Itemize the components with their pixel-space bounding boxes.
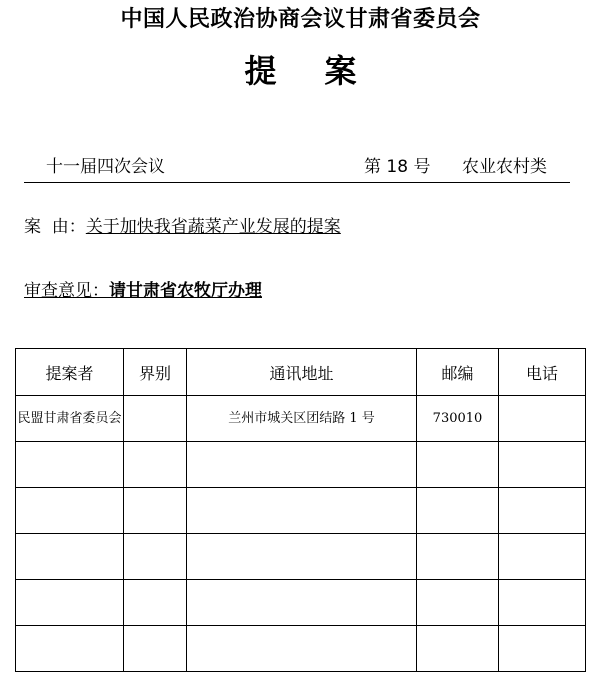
cell-proposer [16, 534, 124, 580]
cell-phone [499, 626, 586, 672]
cell-address [187, 580, 417, 626]
table-row [16, 442, 586, 488]
cell-proposer [16, 442, 124, 488]
cell-postcode [417, 488, 499, 534]
table-row [16, 534, 586, 580]
cell-address [187, 488, 417, 534]
meta-row [24, 150, 570, 183]
cell-address [187, 534, 417, 580]
review-value: 请甘肃省农牧厅办理 [109, 281, 262, 301]
cell-address [187, 626, 417, 672]
cell-address: 兰州市城关区团结路 1 号 [187, 396, 417, 442]
cell-sector [124, 626, 187, 672]
cell-sector [124, 534, 187, 580]
header-postcode: 邮编 [417, 349, 499, 396]
cell-proposer [16, 580, 124, 626]
cell-phone [499, 442, 586, 488]
cell-sector [124, 396, 187, 442]
organization-title: 中国人民政治协商会议甘肃省委员会 [120, 6, 481, 32]
table-row [16, 626, 586, 672]
table-header-row [16, 349, 586, 396]
document-type-title: 提案 [244, 52, 405, 90]
reason-label: 案 由： [24, 217, 86, 237]
session-label: 十一届四次会议 [46, 157, 165, 177]
table-row [16, 488, 586, 534]
cell-sector [124, 488, 187, 534]
cell-phone [499, 396, 586, 442]
cell-postcode [417, 626, 499, 672]
cell-phone [499, 534, 586, 580]
table-row [16, 396, 586, 442]
header-phone: 电话 [499, 349, 586, 396]
cell-postcode [417, 534, 499, 580]
proposal-category: 农业农村类 [462, 157, 547, 177]
cell-postcode [417, 580, 499, 626]
proposal-number: 第 18 号 [364, 157, 431, 177]
reason-row [24, 212, 341, 237]
cell-address [187, 442, 417, 488]
review-row [24, 276, 262, 301]
cell-proposer [16, 626, 124, 672]
cell-phone [499, 580, 586, 626]
cell-proposer: 民盟甘肃省委员会 [16, 396, 124, 442]
header-proposer: 提案者 [16, 349, 124, 396]
cell-sector [124, 580, 187, 626]
proposer-table [15, 348, 586, 672]
header-address: 通讯地址 [187, 349, 417, 396]
cell-postcode: 730010 [417, 396, 499, 442]
cell-sector [124, 442, 187, 488]
cell-postcode [417, 442, 499, 488]
cell-proposer [16, 488, 124, 534]
table-row [16, 580, 586, 626]
review-label: 审查意见： [24, 281, 109, 301]
header-sector: 界别 [124, 349, 187, 396]
cell-phone [499, 488, 586, 534]
reason-value: 关于加快我省蔬菜产业发展的提案 [85, 217, 341, 237]
